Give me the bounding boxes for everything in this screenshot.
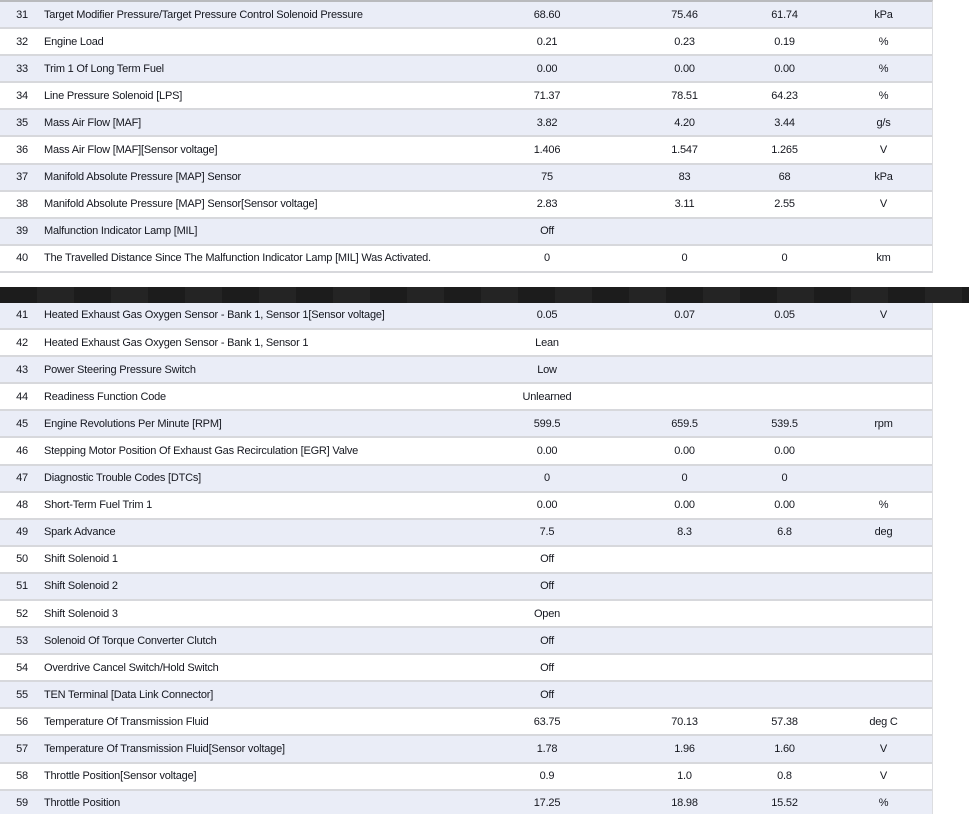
parameter-name-cell: Manifold Absolute Pressure [MAP] Sensor[Sensor voltage] (44, 198, 318, 211)
table-row (0, 2, 932, 29)
row-number-cell: 48 (16, 499, 28, 512)
value1-cell: 0 (544, 252, 550, 265)
table-row (0, 192, 932, 219)
unit-cell: V (879, 198, 888, 211)
row-number-cell: 34 (16, 89, 28, 102)
value2-cell: 0.23 (674, 35, 695, 48)
table-row (0, 83, 932, 110)
value3-cell: 539.5 (771, 417, 798, 430)
value1-cell: 0.9 (539, 770, 555, 783)
value1-cell: 7.5 (539, 526, 555, 539)
unit-cell: rpm (874, 417, 893, 430)
table-row (0, 438, 932, 465)
table-row (0, 466, 932, 493)
value2-cell: 8.3 (677, 526, 692, 539)
value2-cell: 3.11 (674, 198, 695, 211)
value1-cell: 2.83 (536, 198, 558, 211)
value2-cell: 0.00 (674, 62, 695, 75)
value1-cell: 599.5 (533, 417, 561, 430)
parameter-name-cell: Throttle Position (44, 797, 121, 810)
value2-cell: 1.96 (674, 742, 695, 755)
unit-cell: V (879, 309, 888, 322)
data-table-section-upper (0, 0, 933, 273)
row-number-cell: 58 (16, 770, 28, 783)
table-row (0, 219, 932, 246)
row-number-cell: 47 (16, 472, 28, 485)
parameter-name-cell: Shift Solenoid 2 (44, 580, 118, 593)
table-row (0, 601, 932, 628)
row-number-cell: 35 (16, 116, 28, 129)
value1-cell: Open (533, 607, 561, 620)
value2-cell: 18.98 (671, 797, 698, 810)
value2-cell: 75.46 (671, 8, 698, 21)
data-table-section-lower (0, 303, 933, 814)
table-row (0, 330, 932, 357)
table-row (0, 165, 932, 192)
row-number-cell: 40 (16, 252, 28, 265)
unit-cell: V (879, 770, 888, 783)
value1-cell: 1.406 (533, 144, 561, 157)
table-row (0, 791, 932, 814)
parameter-name-cell: The Travelled Distance Since The Malfunction Indicator Lamp [MIL] Was Activated. (44, 252, 431, 265)
value1-cell: 71.37 (533, 89, 561, 102)
table-row (0, 764, 932, 791)
value1-cell: 0.00 (536, 444, 558, 457)
value1-cell: Off (540, 688, 554, 701)
value2-cell: 78.51 (671, 89, 698, 102)
parameter-name-cell: Power Steering Pressure Switch (44, 363, 196, 376)
table-row (0, 574, 932, 601)
parameter-name-cell: Diagnostic Trouble Codes [DTCs] (44, 472, 202, 485)
value3-cell: 15.52 (771, 797, 798, 810)
row-number-cell: 49 (16, 526, 28, 539)
unit-cell: km (876, 252, 891, 265)
parameter-name-cell: Solenoid Of Torque Converter Clutch (44, 634, 217, 647)
table-row (0, 357, 932, 384)
row-number-cell: 54 (16, 661, 28, 674)
parameter-name-cell: Line Pressure Solenoid [LPS] (44, 89, 183, 102)
value3-cell: 57.38 (771, 715, 798, 728)
value2-cell: 0 (681, 472, 688, 485)
parameter-name-cell: Mass Air Flow [MAF][Sensor voltage] (44, 144, 218, 157)
value2-cell: 4.20 (674, 116, 695, 129)
value3-cell: 6.8 (777, 526, 792, 539)
table-row (0, 137, 932, 164)
table-row (0, 246, 932, 273)
row-number-cell: 31 (16, 8, 28, 21)
row-number-cell: 38 (16, 198, 28, 211)
table-row (0, 547, 932, 574)
value1-cell: Off (540, 634, 554, 647)
value1-cell: 0.00 (536, 499, 558, 512)
value3-cell: 0.19 (774, 35, 795, 48)
value1-cell: Lean (535, 336, 559, 349)
value3-cell: 68 (778, 171, 791, 184)
value2-cell: 0.00 (674, 499, 695, 512)
parameter-name-cell: Spark Advance (44, 526, 116, 539)
row-number-cell: 59 (16, 797, 28, 810)
row-number-cell: 56 (16, 715, 28, 728)
table-row (0, 56, 932, 83)
value1-cell: Off (540, 580, 554, 593)
parameter-name-cell: Mass Air Flow [MAF] (44, 116, 142, 129)
value2-cell: 1.0 (677, 770, 692, 783)
row-number-cell: 33 (16, 62, 28, 75)
parameter-name-cell: Manifold Absolute Pressure [MAP] Sensor (44, 171, 242, 184)
table-row (0, 736, 932, 763)
table-row (0, 110, 932, 137)
row-number-cell: 53 (16, 634, 28, 647)
value2-cell: 0.07 (674, 309, 695, 322)
value2-cell: 70.13 (671, 715, 698, 728)
parameter-name-cell: Malfunction Indicator Lamp [MIL] (44, 225, 198, 238)
parameter-name-cell: Throttle Position[Sensor voltage] (44, 770, 197, 783)
parameter-name-cell: Shift Solenoid 3 (44, 607, 118, 620)
value3-cell: 0 (781, 252, 788, 265)
value3-cell: 0.05 (774, 309, 795, 322)
value3-cell: 61.74 (771, 8, 798, 21)
parameter-name-cell: Readiness Function Code (44, 390, 166, 403)
table-row (0, 709, 932, 736)
parameter-name-cell: Heated Exhaust Gas Oxygen Sensor - Bank 1, Sensor 1[Sensor voltage] (44, 309, 385, 322)
unit-cell: g/s (876, 116, 891, 129)
unit-cell: kPa (874, 8, 893, 21)
value3-cell: 0 (781, 472, 788, 485)
value1-cell: 3.82 (536, 116, 558, 129)
parameter-name-cell: Stepping Motor Position Of Exhaust Gas Recirculation [EGR] Valve (44, 444, 359, 457)
unit-cell: % (878, 62, 889, 75)
row-number-cell: 45 (16, 417, 28, 430)
parameter-name-cell: Heated Exhaust Gas Oxygen Sensor - Bank 1, Sensor 1 (44, 336, 309, 349)
row-number-cell: 46 (16, 444, 28, 457)
value1-cell: 0.00 (536, 62, 558, 75)
parameter-name-cell: TEN Terminal [Data Link Connector] (44, 688, 214, 701)
parameter-name-cell: Temperature Of Transmission Fluid[Sensor voltage] (44, 742, 285, 755)
unit-cell: kPa (874, 171, 893, 184)
section-divider-bar (0, 287, 969, 303)
value3-cell: 3.44 (774, 116, 795, 129)
parameter-name-cell: Shift Solenoid 1 (44, 553, 118, 566)
value1-cell: 0.05 (536, 309, 558, 322)
table-row (0, 411, 932, 438)
unit-cell: deg (874, 526, 893, 539)
row-number-cell: 32 (16, 35, 28, 48)
value3-cell: 1.60 (774, 742, 795, 755)
table-row (0, 628, 932, 655)
value3-cell: 0.00 (774, 62, 795, 75)
value2-cell: 0.00 (674, 444, 695, 457)
unit-cell: % (878, 89, 889, 102)
row-number-cell: 52 (16, 607, 28, 620)
parameter-name-cell: Overdrive Cancel Switch/Hold Switch (44, 661, 219, 674)
unit-cell: % (878, 797, 889, 810)
value3-cell: 2.55 (774, 198, 795, 211)
parameter-name-cell: Temperature Of Transmission Fluid (44, 715, 209, 728)
value1-cell: Off (540, 225, 554, 238)
row-number-cell: 50 (16, 553, 28, 566)
value2-cell: 1.547 (671, 144, 698, 157)
table-row (0, 303, 932, 330)
value1-cell: Unlearned (522, 390, 572, 403)
row-number-cell: 39 (16, 225, 28, 238)
row-number-cell: 42 (16, 336, 28, 349)
unit-cell: V (879, 742, 888, 755)
value2-cell: 659.5 (671, 417, 698, 430)
row-number-cell: 57 (16, 742, 28, 755)
value3-cell: 0.00 (774, 444, 795, 457)
table-row (0, 682, 932, 709)
value1-cell: Off (540, 553, 554, 566)
value3-cell: 64.23 (771, 89, 798, 102)
value1-cell: 68.60 (533, 8, 561, 21)
value1-cell: Low (537, 363, 557, 376)
parameter-name-cell: Short-Term Fuel Trim 1 (44, 499, 153, 512)
unit-cell: % (878, 499, 889, 512)
parameter-name-cell: Trim 1 Of Long Term Fuel (44, 62, 164, 75)
value2-cell: 0 (681, 252, 688, 265)
table-row (0, 493, 932, 520)
row-number-cell: 55 (16, 688, 28, 701)
value1-cell: Off (540, 661, 554, 674)
value1-cell: 1.78 (536, 742, 558, 755)
table-row (0, 520, 932, 547)
table-row (0, 655, 932, 682)
row-number-cell: 41 (16, 309, 28, 322)
table-row (0, 29, 932, 56)
unit-cell: V (879, 144, 888, 157)
parameter-name-cell: Engine Load (44, 35, 104, 48)
value1-cell: 63.75 (533, 715, 561, 728)
parameter-name-cell: Engine Revolutions Per Minute [RPM] (44, 417, 222, 430)
value2-cell: 83 (678, 171, 691, 184)
row-number-cell: 36 (16, 144, 28, 157)
row-number-cell: 37 (16, 171, 28, 184)
value1-cell: 17.25 (533, 797, 561, 810)
value1-cell: 0 (544, 472, 550, 485)
row-number-cell: 44 (16, 390, 28, 403)
row-number-cell: 51 (16, 580, 28, 593)
value3-cell: 0.00 (774, 499, 795, 512)
value1-cell: 0.21 (536, 35, 558, 48)
parameter-name-cell: Target Modifier Pressure/Target Pressure Control Solenoid Pressure (44, 8, 363, 21)
unit-cell: % (878, 35, 889, 48)
value1-cell: 75 (541, 171, 553, 184)
row-number-cell: 43 (16, 363, 28, 376)
value3-cell: 1.265 (771, 144, 798, 157)
unit-cell: deg C (869, 715, 898, 728)
table-row (0, 384, 932, 411)
value3-cell: 0.8 (777, 770, 792, 783)
